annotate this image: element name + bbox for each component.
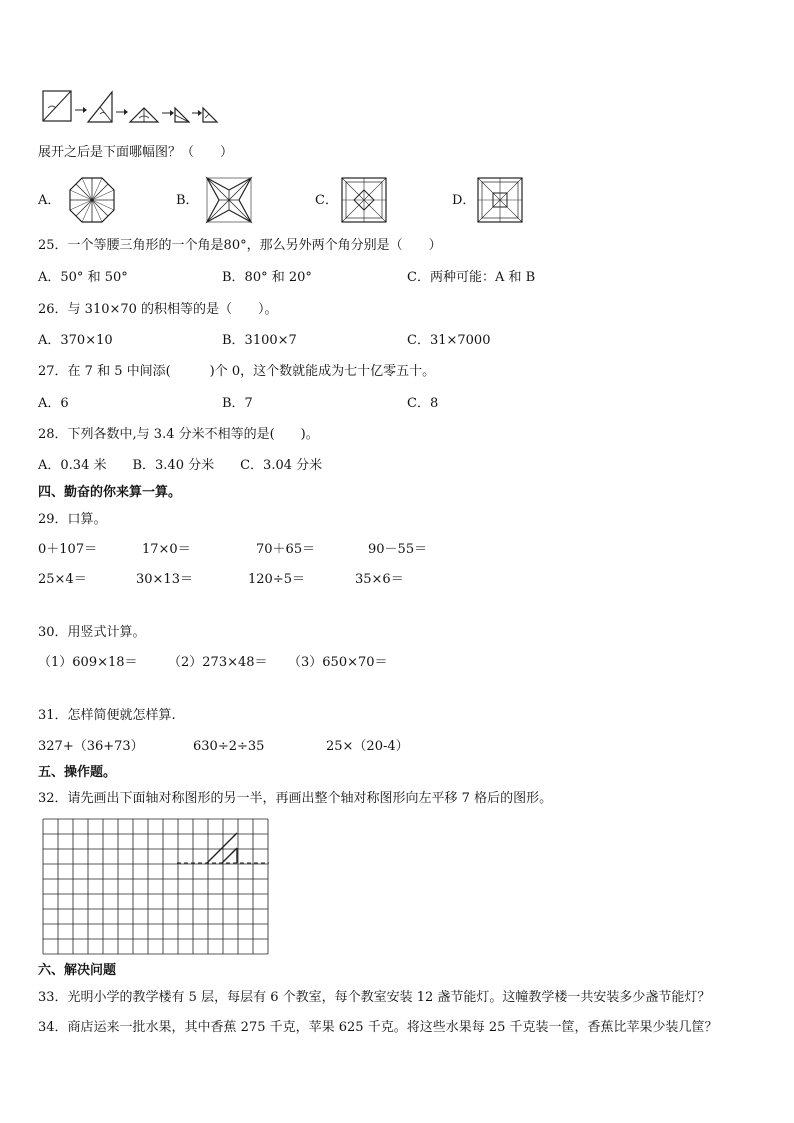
- q27-option-b: B．7: [222, 396, 253, 411]
- option-b-label: B．: [176, 193, 199, 208]
- q31-item: 630÷2÷35: [193, 739, 265, 754]
- q31-stem: 31．怎样简便就怎样算.: [38, 708, 176, 723]
- q30-item: （2）273×48＝: [168, 655, 268, 670]
- q29-item: 70＋65＝: [256, 542, 316, 557]
- option-a-label: A．: [38, 193, 61, 208]
- option-b-figure: [205, 176, 253, 224]
- q29-item: 0＋107＝: [38, 542, 98, 557]
- q30-item: （1）609×18＝: [38, 655, 138, 670]
- q29-item: 35×6＝: [355, 572, 404, 587]
- q24-prompt: 展开之后是下面哪幅图？（ ）: [38, 145, 234, 160]
- q27-option-a: A．6: [38, 396, 69, 411]
- q29-item: 17×0＝: [142, 542, 191, 557]
- option-c-label: C．: [315, 193, 338, 208]
- grid-lines: [43, 819, 268, 954]
- folding-sequence-figure: [40, 88, 220, 128]
- q29-item: 120÷5＝: [248, 572, 305, 587]
- q33-text: 33．光明小学的教学楼有 5 层，每层有 6 个教室，每个教室安装 12 盏节能灯。这幢教学楼一共安装多少盏节能灯？: [38, 990, 711, 1005]
- q34-text: 34．商店运来一批水果，其中香蕉 275 千克，苹果 625 千克。将这些水果每 25 千克装一筐，香蕉比苹果少装几筐？: [38, 1020, 718, 1035]
- q29-stem: 29．口算。: [38, 512, 107, 527]
- q29-item: 30×13＝: [136, 572, 193, 587]
- q27-stem: 27．在 7 和 5 中间添( )个 0，这个数就能成为七十亿零五十。: [38, 364, 436, 379]
- q27-option-c: C．8: [407, 396, 439, 411]
- drawing-grid[interactable]: [42, 818, 269, 955]
- q28-options: A．0.34 米 B．3.40 分米 C．3.04 分米: [38, 458, 323, 473]
- shape-right-segment: [222, 848, 237, 863]
- q26-stem: 26．与 310×70 的积相等的是（ ）。: [38, 302, 278, 317]
- q31-item: 25×（20-4）: [326, 739, 409, 754]
- option-d-figure: [476, 176, 524, 224]
- q30-item: （3）650×70＝: [288, 655, 388, 670]
- q25-stem: 25．一个等腰三角形的一个角是80°，那么另外两个角分别是（ ）: [38, 238, 442, 253]
- q25-option-a: A．50° 和 50°: [38, 270, 128, 285]
- q30-stem: 30．用竖式计算。: [38, 625, 146, 640]
- q25-option-b: B．80° 和 20°: [222, 270, 312, 285]
- option-d-label: D．: [452, 193, 476, 208]
- section-4-heading: 四、勤奋的你来算一算。: [38, 485, 182, 500]
- section-5-heading: 五、操作题。: [38, 765, 117, 780]
- q25-option-c: C．两种可能：A 和 B: [407, 270, 536, 285]
- section-6-heading: 六、解决问题: [38, 963, 117, 978]
- q31-item: 327+（36+73）: [38, 739, 144, 754]
- q29-item: 90－55＝: [368, 542, 428, 557]
- q26-option-c: C．31×7000: [407, 333, 491, 348]
- q26-option-a: A．370×10: [38, 333, 113, 348]
- shape-left-segment: [207, 833, 237, 863]
- q32-stem: 32．请先画出下面轴对称图形的另一半，再画出整个轴对称图形向左平移 7 格后的图形。: [38, 791, 553, 806]
- q28-stem: 28．下列各数中,与 3.4 分米不相等的是( )。: [38, 427, 319, 442]
- option-c-figure: [340, 176, 388, 224]
- q29-item: 25×4＝: [38, 572, 87, 587]
- q26-option-b: B．3100×7: [222, 333, 297, 348]
- option-a-figure: [68, 176, 116, 224]
